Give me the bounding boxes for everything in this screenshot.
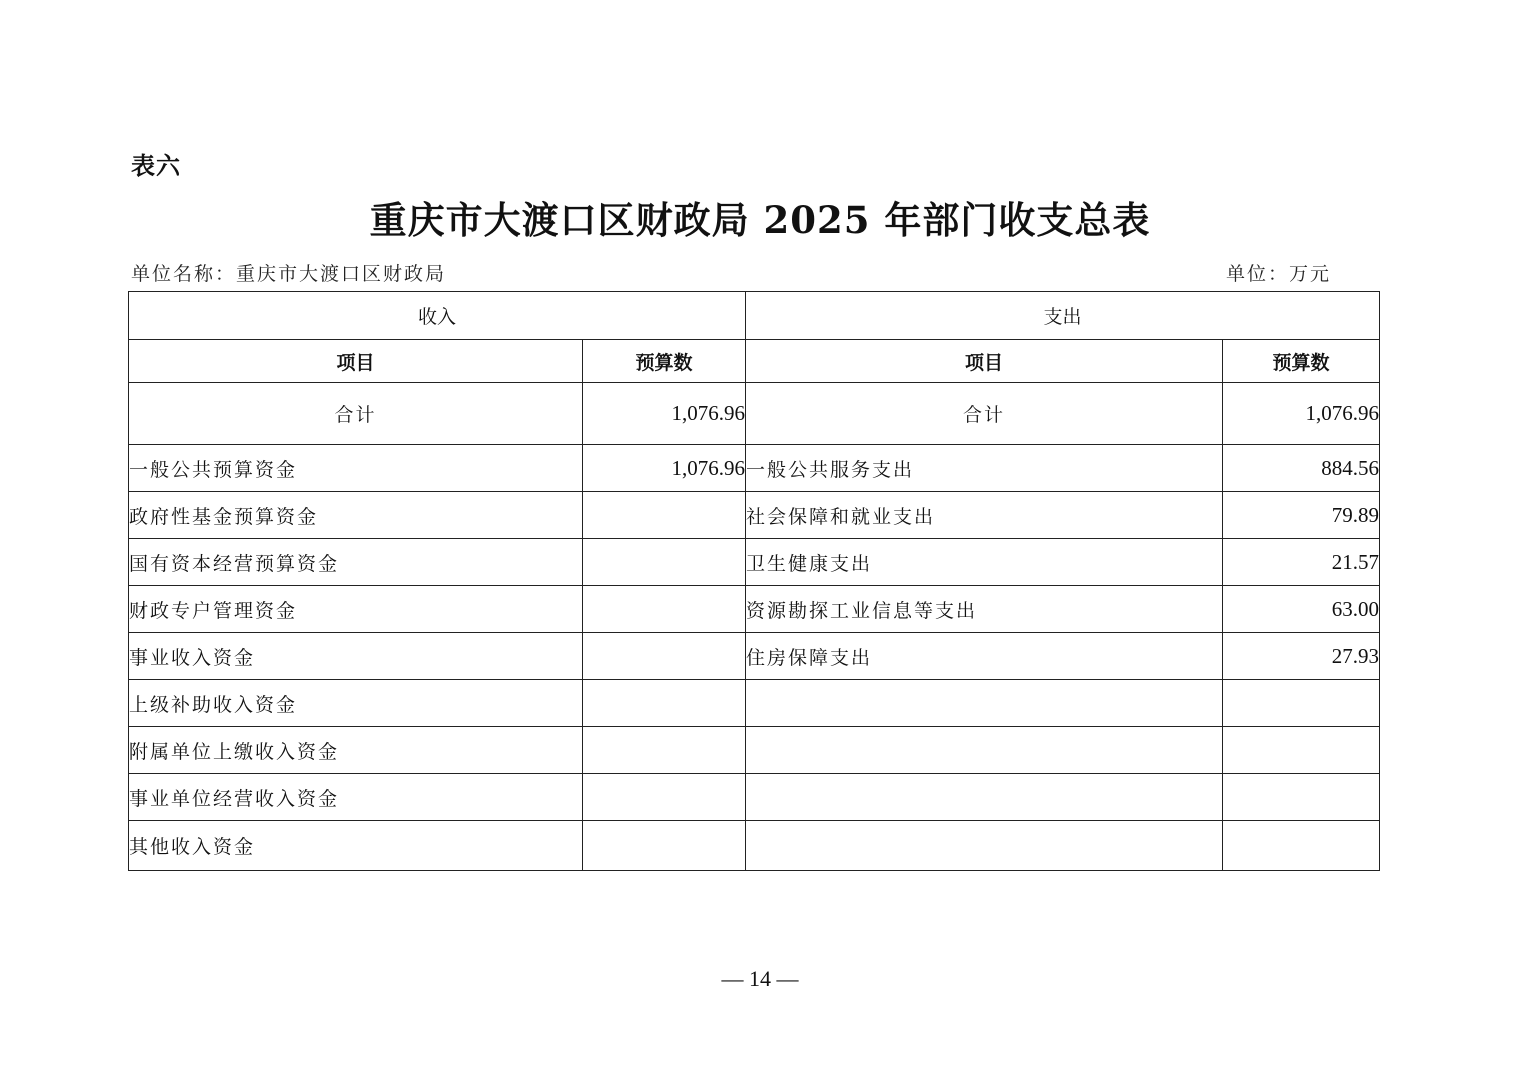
expense-item-header: 项目: [746, 340, 1223, 383]
income-item: 事业收入资金: [129, 633, 583, 680]
income-item: 一般公共预算资金: [129, 445, 583, 492]
expense-item: 卫生健康支出: [746, 539, 1223, 586]
table-label: 表六: [131, 152, 181, 180]
income-item: 上级补助收入资金: [129, 680, 583, 727]
expense-item: 社会保障和就业支出: [746, 492, 1223, 539]
total-row: [129, 383, 1380, 445]
expense-value: 21.57: [1223, 539, 1380, 586]
income-budget-header: 预算数: [583, 340, 746, 383]
page-number: — 14 —: [721, 966, 799, 991]
income-value: [583, 774, 746, 821]
table-row: [129, 821, 1380, 871]
income-group-header: 收入: [129, 292, 746, 340]
income-item: 事业单位经营收入资金: [129, 774, 583, 821]
expense-total-label: 合计: [746, 383, 1223, 445]
unit-label: 单位：万元: [1226, 263, 1332, 285]
expense-group-header: 支出: [746, 292, 1380, 340]
table-row: [129, 680, 1380, 727]
income-total-value: 1,076.96: [583, 383, 746, 445]
income-value: [583, 633, 746, 680]
group-header-row: [129, 292, 1380, 340]
income-value: [583, 821, 746, 871]
table-row: [129, 774, 1380, 821]
expense-value: 63.00: [1223, 586, 1380, 633]
expense-value: [1223, 727, 1380, 774]
expense-value: [1223, 774, 1380, 821]
income-item: 国有资本经营预算资金: [129, 539, 583, 586]
income-total-label: 合计: [129, 383, 583, 445]
table-row: [129, 586, 1380, 633]
income-item-header: 项目: [129, 340, 583, 383]
table-row: [129, 727, 1380, 774]
expense-value: [1223, 680, 1380, 727]
expense-value: 79.89: [1223, 492, 1380, 539]
column-header-row: [129, 340, 1380, 383]
unit-name: 单位名称：重庆市大渡口区财政局: [131, 263, 447, 285]
expense-item: 资源勘探工业信息等支出: [746, 586, 1223, 633]
table-row: [129, 445, 1380, 492]
income-item: 其他收入资金: [129, 821, 583, 871]
page-title: 重庆市大渡口区财政局 2025 年部门收支总表: [369, 198, 1151, 242]
income-item: 财政专户管理资金: [129, 586, 583, 633]
income-value: [583, 586, 746, 633]
income-value: 1,076.96: [583, 445, 746, 492]
expense-item: 住房保障支出: [746, 633, 1223, 680]
income-value: [583, 680, 746, 727]
expense-item: [746, 727, 1223, 774]
expense-item: [746, 680, 1223, 727]
table-row: [129, 633, 1380, 680]
expense-total-value: 1,076.96: [1223, 383, 1380, 445]
expense-budget-header: 预算数: [1223, 340, 1380, 383]
income-value: [583, 727, 746, 774]
income-item: 政府性基金预算资金: [129, 492, 583, 539]
income-item: 附属单位上缴收入资金: [129, 727, 583, 774]
income-value: [583, 539, 746, 586]
expense-item: [746, 774, 1223, 821]
expense-value: 884.56: [1223, 445, 1380, 492]
table-row: [129, 539, 1380, 586]
table-row: [129, 492, 1380, 539]
income-value: [583, 492, 746, 539]
expense-value: 27.93: [1223, 633, 1380, 680]
expense-value: [1223, 821, 1380, 871]
budget-summary-table: [128, 291, 1380, 871]
expense-item: [746, 821, 1223, 871]
expense-item: 一般公共服务支出: [746, 445, 1223, 492]
